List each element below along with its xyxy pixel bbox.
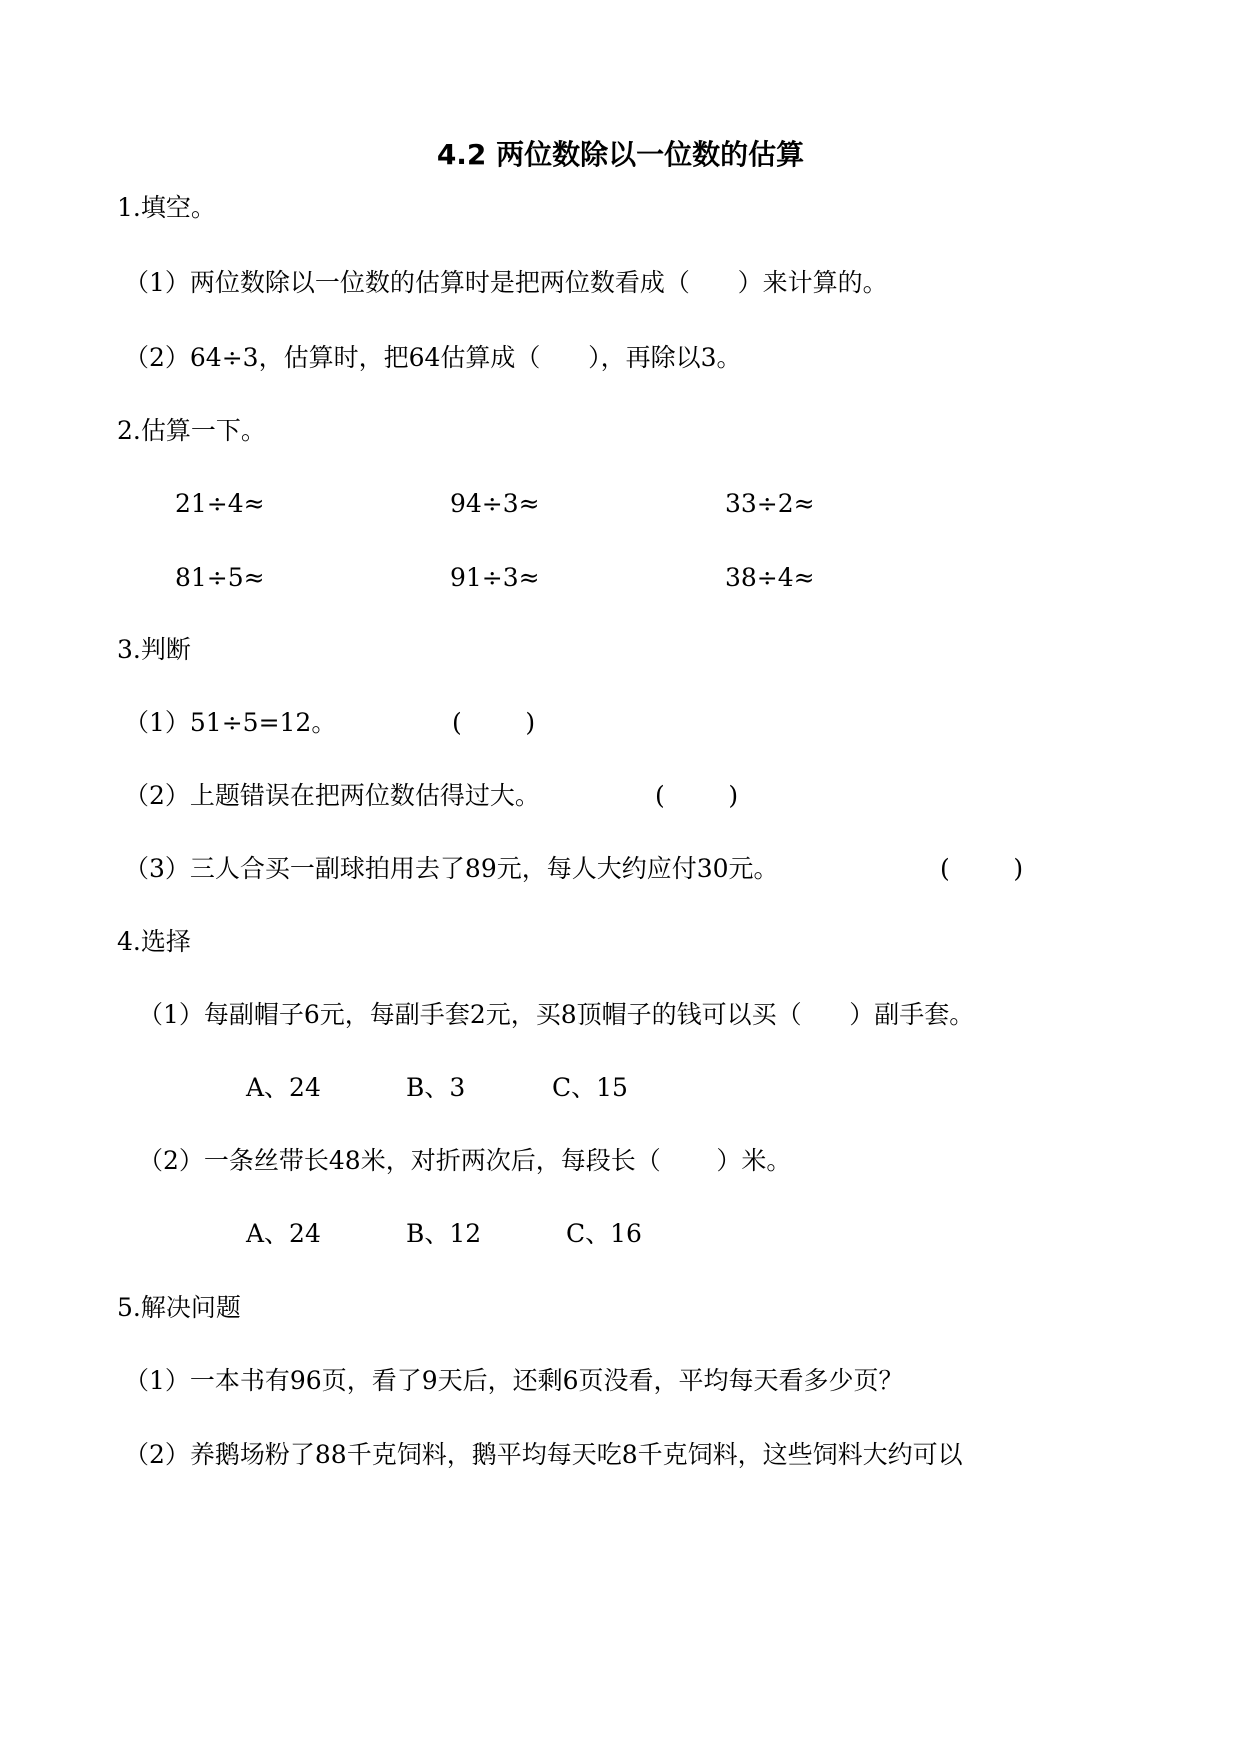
judge-item-1-blank: ( ) — [452, 708, 536, 737]
estimate-expression: 38÷4≈ — [725, 563, 815, 592]
section-1-item-1: （1）两位数除以一位数的估算时是把两位数看成（ ）来计算的。 — [124, 268, 888, 297]
judge-item-2-blank: ( ) — [655, 781, 739, 810]
estimate-expression: 91÷3≈ — [450, 563, 540, 592]
estimate-expression: 81÷5≈ — [175, 563, 265, 592]
section-2-heading: 2.估算一下。 — [117, 416, 266, 445]
choice-option-c: C、16 — [566, 1219, 642, 1248]
judge-item-3-text: （3）三人合买一副球拍用去了89元，每人大约应付30元。 — [124, 854, 779, 883]
choice-question-1: （1）每副帽子6元，每副手套2元，买8顶帽子的钱可以买（ ）副手套。 — [138, 1000, 975, 1029]
estimate-expression: 21÷4≈ — [175, 489, 265, 518]
choice-question-2: （2）一条丝带长48米，对折两次后，每段长（ ）米。 — [138, 1146, 792, 1175]
choice-option-a: A、24 — [246, 1219, 321, 1248]
choice-option-b: B、12 — [406, 1219, 482, 1248]
section-3-heading: 3.判断 — [117, 635, 191, 664]
section-4-heading: 4.选择 — [117, 927, 191, 956]
page-title: 4.2 两位数除以一位数的估算 — [436, 138, 805, 171]
section-5-heading: 5.解决问题 — [117, 1293, 241, 1322]
section-1-item-2: （2）64÷3，估算时，把64估算成（ ），再除以3。 — [124, 343, 742, 372]
choice-option-a: A、24 — [246, 1073, 321, 1102]
section-1-heading: 1.填空。 — [117, 193, 216, 222]
judge-item-1-text: （1）51÷5=12。 — [124, 708, 337, 737]
problem-item-1: （1）一本书有96页，看了9天后，还剩6页没看，平均每天看多少页？ — [124, 1366, 904, 1395]
choice-option-c: C、15 — [552, 1073, 628, 1102]
estimate-expression: 94÷3≈ — [450, 489, 540, 518]
choice-option-b: B、3 — [406, 1073, 466, 1102]
problem-item-2: （2）养鹅场粉了88千克饲料，鹅平均每天吃8千克饲料，这些饲料大约可以 — [124, 1440, 963, 1469]
judge-item-2-text: （2）上题错误在把两位数估得过大。 — [124, 781, 540, 810]
judge-item-3-blank: ( ) — [940, 854, 1024, 883]
estimate-expression: 33÷2≈ — [725, 489, 815, 518]
